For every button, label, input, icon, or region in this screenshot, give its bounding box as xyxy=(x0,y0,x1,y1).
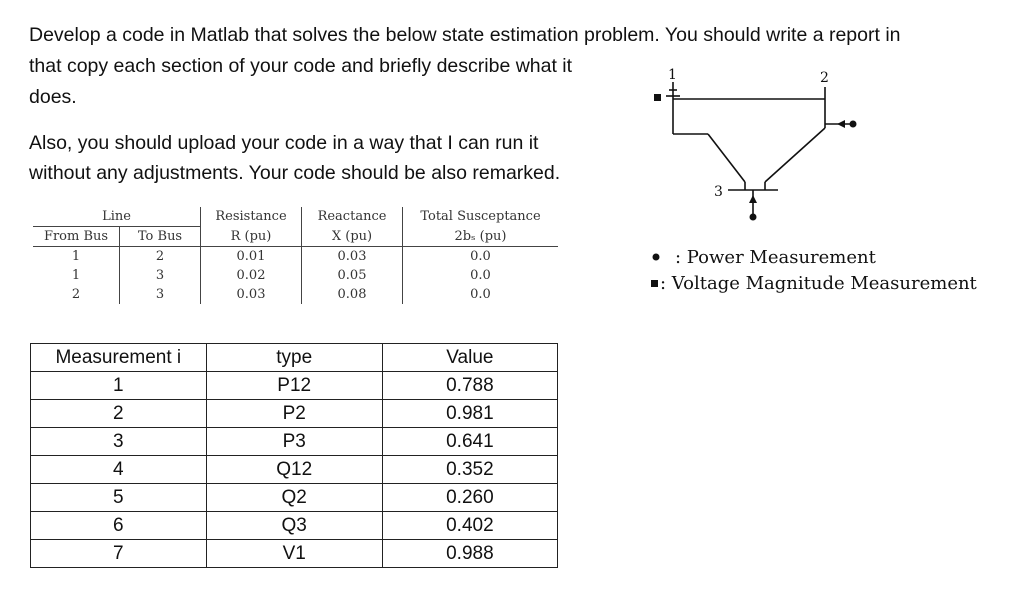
resistance-cell: 0.02 xyxy=(201,266,302,285)
legend-voltage-text: : Voltage Magnitude Measurement xyxy=(660,273,977,294)
line-2-3 xyxy=(765,128,825,182)
reactance-cell: 0.08 xyxy=(302,285,403,304)
intro-line-3: does. xyxy=(29,86,77,108)
power-measurement-icon xyxy=(750,214,757,221)
measurement-type-cell: Q12 xyxy=(206,456,382,484)
table-row xyxy=(31,540,558,568)
susceptance-cell: 0.0 xyxy=(403,266,559,285)
measurement-index-cell: 4 xyxy=(31,456,207,484)
power-measurement-icon xyxy=(850,121,857,128)
measurement-type-cell: P3 xyxy=(206,428,382,456)
measurement-type-header: type xyxy=(206,344,382,372)
from-bus-header: From Bus xyxy=(33,227,120,247)
measurement-value-cell: 0.402 xyxy=(382,512,557,540)
reactance-cell: 0.03 xyxy=(302,247,403,267)
table-row xyxy=(31,372,558,400)
table-row xyxy=(31,484,558,512)
table-row xyxy=(31,512,558,540)
resistance-cell: 0.03 xyxy=(201,285,302,304)
intro-line-5: without any adjustments. Your code should be also remarked. xyxy=(29,162,561,184)
from-bus-cell: 1 xyxy=(71,268,81,283)
measurement-index-cell: 6 xyxy=(31,512,207,540)
measurement-index-cell: 3 xyxy=(31,428,207,456)
to-bus-header: To Bus xyxy=(120,227,201,247)
bus-3-arrow-icon xyxy=(749,195,757,203)
table-row xyxy=(31,456,558,484)
measurement-type-cell: P2 xyxy=(206,400,382,428)
table-row xyxy=(33,247,558,267)
table-header-row xyxy=(31,344,558,372)
to-bus-cell: 2 xyxy=(120,247,201,267)
table-row xyxy=(31,400,558,428)
measurement-value-cell: 0.260 xyxy=(382,484,557,512)
resistance-unit: R (pu) xyxy=(201,227,302,247)
line-data-table xyxy=(33,207,558,304)
measurement-index-header: Measurement i xyxy=(31,344,207,372)
line-1-3 xyxy=(708,134,745,182)
measurement-value-cell: 0.788 xyxy=(382,372,557,400)
intro-line-1: Develop a code in Matlab that solves the below state estimation problem. You should write a report in xyxy=(29,24,901,46)
measurement-value-header: Value xyxy=(382,344,557,372)
measurement-table xyxy=(30,343,558,568)
measurement-index-cell: 1 xyxy=(31,372,207,400)
measurement-index-cell: 2 xyxy=(31,400,207,428)
measurement-value-cell: 0.352 xyxy=(382,456,557,484)
upload-paragraph xyxy=(29,128,649,188)
measurement-value-cell: 0.641 xyxy=(382,428,557,456)
measurement-type-cell: P12 xyxy=(206,372,382,400)
voltage-measurement-icon xyxy=(654,94,661,101)
reactance-cell: 0.05 xyxy=(302,266,403,285)
reactance-header: Reactance xyxy=(302,207,403,227)
table-row xyxy=(31,428,558,456)
measurement-value-cell: 0.981 xyxy=(382,400,557,428)
to-bus-cell: 3 xyxy=(120,285,201,304)
measurement-value-cell: 0.988 xyxy=(382,540,557,568)
measurement-type-cell: Q3 xyxy=(206,512,382,540)
legend-power-icon xyxy=(653,254,660,261)
legend-power-text: : Power Measurement xyxy=(675,247,876,268)
bus-2-label: 2 xyxy=(820,70,829,86)
line-header: Line xyxy=(102,209,131,224)
bus-3-label: 3 xyxy=(714,184,723,200)
legend-voltage-icon xyxy=(651,280,658,287)
intro-line-4: Also, you should upload your code in a way that I can run it xyxy=(29,132,539,154)
susceptance-cell: 0.0 xyxy=(403,285,559,304)
susceptance-cell: 0.0 xyxy=(403,247,559,267)
measurement-index-cell: 7 xyxy=(31,540,207,568)
measurement-type-cell: V1 xyxy=(206,540,382,568)
from-bus-cell: 1 xyxy=(71,249,81,264)
susceptance-header: Total Susceptance xyxy=(403,207,559,227)
intro-line-2: that copy each section of your code and briefly describe what it xyxy=(29,55,573,77)
three-bus-diagram xyxy=(640,62,1010,302)
table-row xyxy=(33,266,558,285)
susceptance-unit: 2bₛ (pu) xyxy=(403,227,559,247)
table-row xyxy=(33,285,558,304)
to-bus-cell: 3 xyxy=(120,266,201,285)
reactance-unit: X (pu) xyxy=(302,227,403,247)
bus-2-arrow-icon xyxy=(837,120,845,128)
measurement-type-cell: Q2 xyxy=(206,484,382,512)
from-bus-cell: 2 xyxy=(71,287,81,302)
bus-1-label: 1 xyxy=(668,67,677,83)
resistance-cell: 0.01 xyxy=(201,247,302,267)
measurement-index-cell: 5 xyxy=(31,484,207,512)
resistance-header: Resistance xyxy=(201,207,302,227)
